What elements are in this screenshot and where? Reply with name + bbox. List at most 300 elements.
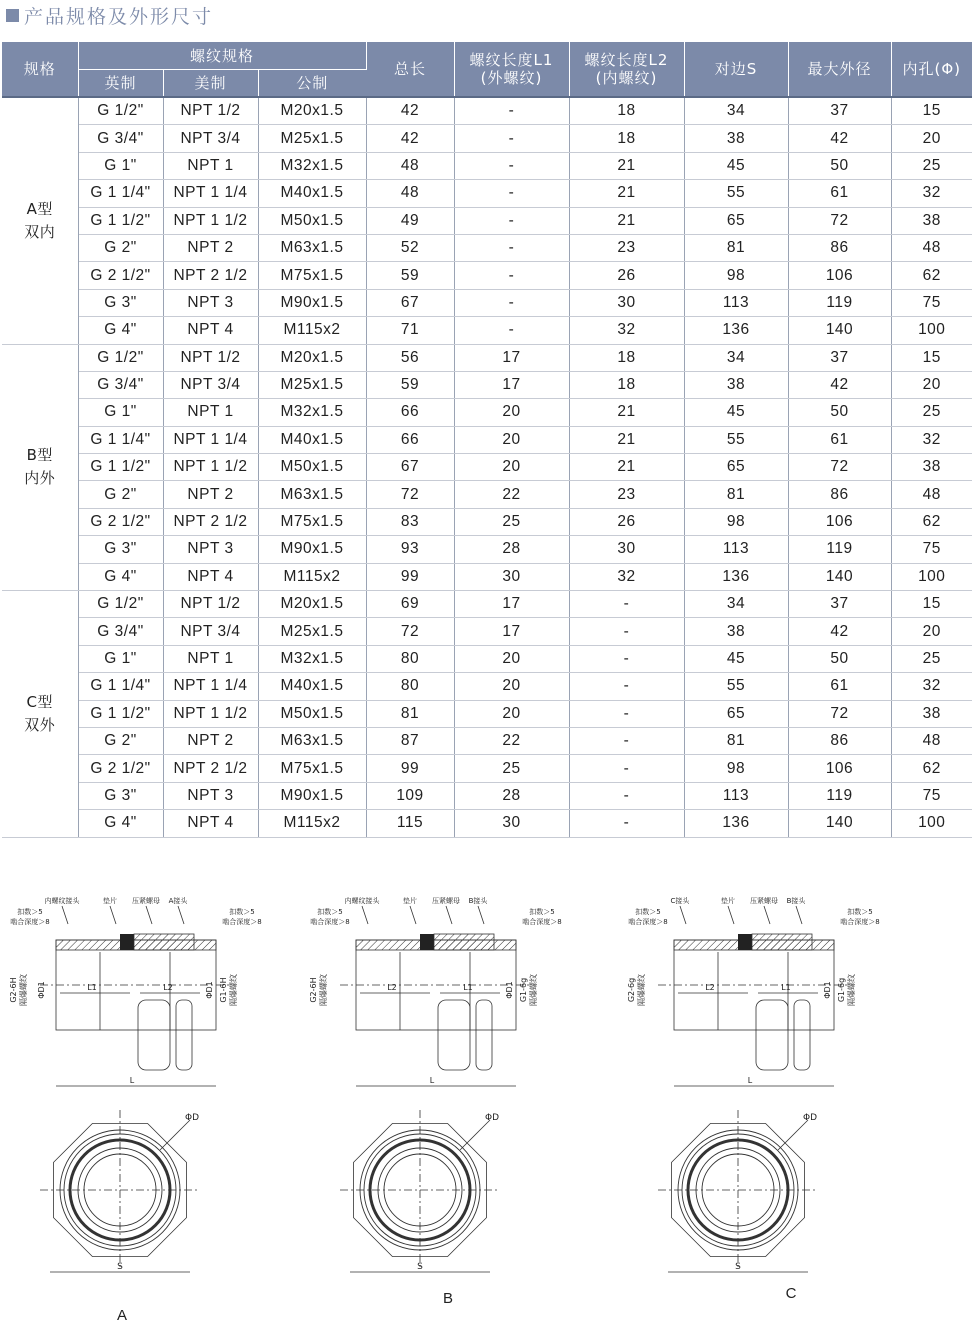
hex-profile [794,1000,810,1070]
section-title [6,2,213,28]
table-cell: NPT 2 1/2 [163,755,258,782]
hex-profile [756,1000,788,1070]
table-cell: 100 [891,317,972,344]
table-cell: - [569,755,684,782]
dim-label: L1 [87,983,97,992]
table-cell: 38 [891,207,972,234]
spec-table [2,42,972,838]
technical-drawings [0,890,974,1330]
table-cell: 28 [454,536,569,563]
side-label: G2-6H [309,977,318,1003]
side-label: G1-6g [519,977,528,1003]
table-row [2,755,972,782]
table-cell: - [454,207,569,234]
side-label: 隔爆螺纹 [319,974,328,1006]
table-cell: 38 [684,125,788,152]
table-cell: - [569,591,684,618]
table-cell: NPT 1 1/4 [163,673,258,700]
table-cell: - [569,618,684,645]
callout-leader [146,906,152,924]
table-cell: 20 [454,673,569,700]
table-cell: NPT 1 1/2 [163,454,258,481]
group-c [2,591,972,838]
drawing-B [309,896,562,1307]
table-row [2,262,972,289]
callout-label: B接头 [786,897,806,905]
table-cell: 106 [788,508,891,535]
table-cell: 136 [684,563,788,590]
table-row [2,152,972,179]
table-cell: 87 [366,727,454,754]
table-cell: G 2 1/2" [78,755,163,782]
table-cell: 20 [454,454,569,481]
table-cell: - [454,234,569,261]
side-label: 隔爆螺纹 [19,974,28,1006]
drawing-letter: B [442,1290,454,1307]
table-cell: M40x1.5 [258,426,366,453]
diameter-label: ΦD1 [505,981,514,999]
table-cell: M75x1.5 [258,755,366,782]
hex-d-label: ΦD [802,1113,818,1123]
table-cell: 61 [788,426,891,453]
table-cell: NPT 1 [163,399,258,426]
table-cell: 69 [366,591,454,618]
table-cell: 18 [569,125,684,152]
table-cell: 65 [684,454,788,481]
table-row [2,782,972,809]
th-american: 美制 [163,70,258,98]
table-cell: G 3" [78,289,163,316]
table-cell: NPT 2 1/2 [163,508,258,535]
th-bore: 内孔(Φ) [891,42,972,97]
th-total-length: 总长 [366,42,454,97]
table-cell: 59 [366,262,454,289]
table-cell: M32x1.5 [258,152,366,179]
table-cell: G 3" [78,536,163,563]
table-cell: 17 [454,618,569,645]
table-cell: 81 [684,234,788,261]
table-cell: 32 [891,426,972,453]
table-cell: 17 [454,344,569,371]
callout-label: 压紧螺母 [132,897,160,905]
table-cell: 22 [454,481,569,508]
table-cell: 26 [569,262,684,289]
table-row [2,727,972,754]
gasket-mark [420,934,434,950]
table-cell: NPT 3 [163,289,258,316]
table-cell: M20x1.5 [258,344,366,371]
callout-leader [110,906,116,924]
drawing-A [9,896,262,1324]
table-cell: G 3" [78,782,163,809]
table-cell: M75x1.5 [258,508,366,535]
table-row [2,125,972,152]
table-cell: 56 [366,344,454,371]
th-metric: 公制 [258,70,366,98]
table-cell: 62 [891,262,972,289]
callout-label: C接头 [670,897,690,905]
table-cell: NPT 4 [163,563,258,590]
table-cell: 67 [366,454,454,481]
table-cell: NPT 2 1/2 [163,262,258,289]
callout-leader [796,906,802,924]
table-cell: 80 [366,645,454,672]
table-cell: 25 [454,755,569,782]
table-cell: 49 [366,207,454,234]
table-cell: 17 [454,371,569,398]
table-cell: 99 [366,563,454,590]
table-cell: 136 [684,810,788,837]
group-label: A型 双内 [2,97,78,344]
hex-s-label: S [117,1262,123,1272]
table-cell: 18 [569,371,684,398]
table-cell: 140 [788,317,891,344]
table-cell: G 1 1/2" [78,207,163,234]
table-cell: - [454,125,569,152]
table-cell: G 1/2" [78,344,163,371]
group-a [2,97,972,344]
hex-s-label: S [417,1262,423,1272]
table-cell: 66 [366,399,454,426]
note-text: 啮合深度＞8 [10,918,50,926]
drawing-letter: C [785,1285,797,1302]
table-cell: 71 [366,317,454,344]
table-cell: M90x1.5 [258,782,366,809]
table-cell: 21 [569,426,684,453]
table-cell: 32 [891,673,972,700]
table-row [2,317,972,344]
dim-label: L [129,1076,135,1085]
side-label: 隔爆螺纹 [529,974,538,1006]
table-row [2,289,972,316]
table-row [2,618,972,645]
table-cell: 20 [454,399,569,426]
side-label: 隔爆螺纹 [847,974,856,1006]
table-cell: 30 [569,289,684,316]
th-spec: 规格 [2,42,78,97]
table-cell: 119 [788,289,891,316]
table-cell: 15 [891,97,972,125]
dim-label: L1 [463,983,473,992]
th-max-od: 最大外径 [788,42,891,97]
callout-label: 垫片 [403,897,417,905]
table-cell: 25 [454,508,569,535]
table-row [2,97,972,125]
table-cell: 37 [788,591,891,618]
table-cell: 62 [891,508,972,535]
table-cell: G 2" [78,481,163,508]
table-cell: G 3/4" [78,371,163,398]
table-row [2,371,972,398]
table-cell: G 1" [78,152,163,179]
table-cell: 140 [788,810,891,837]
table-cell: NPT 1 1/2 [163,207,258,234]
table-cell: 100 [891,563,972,590]
table-cell: G 1 1/4" [78,673,163,700]
table-cell: 32 [569,563,684,590]
table-cell: 37 [788,97,891,125]
table-cell: 65 [684,207,788,234]
table-cell: 26 [569,508,684,535]
callout-label: 压紧螺母 [750,897,778,905]
table-row [2,399,972,426]
table-cell: G 1/2" [78,591,163,618]
table-cell: 18 [569,97,684,125]
callout-label: 垫片 [721,897,735,905]
nut-hatch [752,934,812,950]
table-cell: 32 [569,317,684,344]
note-text: 啮合深度＞8 [840,918,880,926]
callout-leader [764,906,770,924]
table-cell: 20 [454,700,569,727]
side-label: G2-6H [9,977,18,1003]
table-cell: NPT 1/2 [163,344,258,371]
table-cell: - [569,700,684,727]
table-cell: M20x1.5 [258,591,366,618]
diameter-label: ΦD1 [823,981,832,999]
table-cell: NPT 1 1/4 [163,180,258,207]
side-label: 隔爆螺纹 [229,974,238,1006]
group-label: C型 双外 [2,591,78,838]
table-cell: 75 [891,289,972,316]
nut-hatch [434,934,494,950]
table-cell: - [569,782,684,809]
table-cell: 22 [454,727,569,754]
table-cell: 48 [891,481,972,508]
callout-leader [680,906,686,924]
table-cell: 21 [569,180,684,207]
dim-label: L2 [163,983,173,992]
table-cell: - [454,289,569,316]
table-cell: 66 [366,426,454,453]
table-header [2,42,972,97]
table-cell: 86 [788,481,891,508]
table-cell: M90x1.5 [258,536,366,563]
table-cell: NPT 2 [163,481,258,508]
table-cell: M40x1.5 [258,673,366,700]
dim-label: L [429,1076,435,1085]
dim-label: L [747,1076,753,1085]
table-cell: 25 [891,152,972,179]
table-cell: 115 [366,810,454,837]
table-cell: 45 [684,645,788,672]
table-cell: - [454,180,569,207]
hex-d-label: ΦD [484,1113,500,1123]
callout-leader [62,906,68,924]
gasket-mark [738,934,752,950]
table-cell: 113 [684,536,788,563]
table-cell: 72 [788,207,891,234]
table-cell: 20 [891,618,972,645]
callout-label: B接头 [468,897,488,905]
th-thread-spec: 螺纹规格 [78,42,366,70]
table-cell: 37 [788,344,891,371]
table-cell: 34 [684,97,788,125]
side-label: G1-6g [837,977,846,1003]
table-cell: G 4" [78,317,163,344]
hex-s-label: S [735,1262,741,1272]
table-cell: NPT 4 [163,317,258,344]
table-cell: NPT 1 1/4 [163,426,258,453]
group-b [2,344,972,591]
table-cell: 55 [684,180,788,207]
table-cell: - [569,673,684,700]
table-cell: NPT 2 [163,234,258,261]
table-cell: 80 [366,673,454,700]
table-cell: 20 [454,645,569,672]
table-cell: M25x1.5 [258,125,366,152]
note-text: 扣数＞5 [317,908,343,916]
table-cell: M40x1.5 [258,180,366,207]
table-cell: 75 [891,782,972,809]
note-text: 啮合深度＞8 [522,918,562,926]
table-cell: M32x1.5 [258,645,366,672]
table-cell: G 1 1/2" [78,700,163,727]
callout-leader [178,906,184,924]
table-cell: G 2" [78,234,163,261]
table-cell: 25 [891,399,972,426]
table-cell: 52 [366,234,454,261]
table-cell: 30 [454,810,569,837]
title-text: 产品规格及外形尺寸 [24,5,214,28]
table-cell: - [454,317,569,344]
table-row [2,344,972,371]
table-cell: 45 [684,152,788,179]
callout-leader [410,906,416,924]
diameter-label: ΦD1 [37,981,46,999]
table-cell: G 1 1/2" [78,454,163,481]
table-cell: G 1/2" [78,97,163,125]
drawing-C [627,896,880,1302]
table-cell: 72 [788,700,891,727]
hex-profile [176,1000,192,1070]
table-cell: 20 [891,371,972,398]
table-cell: 72 [788,454,891,481]
table-cell: 48 [366,152,454,179]
dim-label: L2 [387,983,397,992]
nut-hatch [134,934,194,950]
th-l1: 螺纹长度L1 (外螺纹) [454,42,569,97]
callout-label: 内螺纹接头 [344,897,380,905]
table-cell: NPT 1 [163,645,258,672]
table-cell: 15 [891,344,972,371]
table-cell: 72 [366,618,454,645]
table-cell: M75x1.5 [258,262,366,289]
gasket-mark [120,934,134,950]
title-square-icon [6,9,19,22]
table-cell: NPT 4 [163,810,258,837]
table-row [2,645,972,672]
table-cell: NPT 1/2 [163,97,258,125]
table-cell: 50 [788,399,891,426]
table-cell: M63x1.5 [258,234,366,261]
group-label: B型 内外 [2,344,78,591]
table-cell: G 4" [78,563,163,590]
table-cell: 42 [788,371,891,398]
hex-profile [438,1000,470,1070]
note-text: 啮合深度＞8 [222,918,262,926]
table-cell: NPT 3 [163,536,258,563]
table-cell: 38 [684,371,788,398]
table-row [2,536,972,563]
table-row [2,563,972,590]
table-cell: 61 [788,673,891,700]
table-row [2,673,972,700]
table-cell: 81 [684,727,788,754]
table-cell: M50x1.5 [258,454,366,481]
table-cell: 81 [684,481,788,508]
table-cell: M32x1.5 [258,399,366,426]
table-cell: 75 [891,536,972,563]
table-cell: 98 [684,508,788,535]
diameter-leader [460,1120,490,1150]
table-row [2,180,972,207]
table-cell: 67 [366,289,454,316]
table-cell: G 3/4" [78,618,163,645]
table-cell: 32 [891,180,972,207]
table-cell: 21 [569,207,684,234]
table-cell: NPT 1/2 [163,591,258,618]
table-cell: 20 [891,125,972,152]
table-cell: 81 [366,700,454,727]
table-cell: 86 [788,727,891,754]
table-cell: NPT 1 1/2 [163,700,258,727]
note-text: 扣数＞5 [847,908,873,916]
table-cell: 45 [684,399,788,426]
table-cell: 42 [366,125,454,152]
table-cell: 48 [891,234,972,261]
table-cell: 42 [788,618,891,645]
table-cell: 42 [366,97,454,125]
table-cell: 136 [684,317,788,344]
table-cell: - [454,262,569,289]
th-across-flats: 对边S [684,42,788,97]
note-text: 扣数＞5 [17,908,43,916]
table-row [2,508,972,535]
callout-label: 垫片 [103,897,117,905]
table-cell: 119 [788,536,891,563]
table-cell: 62 [891,755,972,782]
table-cell: - [569,645,684,672]
table-cell: 59 [366,371,454,398]
table-cell: G 1 1/4" [78,426,163,453]
table-cell: M63x1.5 [258,727,366,754]
table-cell: 106 [788,262,891,289]
dim-label: L1 [781,983,791,992]
table-cell: 55 [684,426,788,453]
table-cell: 83 [366,508,454,535]
table-cell: NPT 2 [163,727,258,754]
table-cell: 100 [891,810,972,837]
side-label: 隔爆螺纹 [637,974,646,1006]
callout-leader [446,906,452,924]
table-row [2,700,972,727]
table-cell: 99 [366,755,454,782]
table-cell: 48 [891,727,972,754]
table-cell: 20 [454,426,569,453]
note-text: 扣数＞5 [529,908,555,916]
table-cell: 93 [366,536,454,563]
table-cell: 50 [788,645,891,672]
table-cell: M20x1.5 [258,97,366,125]
table-cell: 113 [684,289,788,316]
table-cell: G 4" [78,810,163,837]
table-cell: G 1" [78,645,163,672]
drawing-letter: A [116,1307,128,1324]
table-cell: 23 [569,234,684,261]
table-cell: G 2 1/2" [78,508,163,535]
table-cell: 119 [788,782,891,809]
